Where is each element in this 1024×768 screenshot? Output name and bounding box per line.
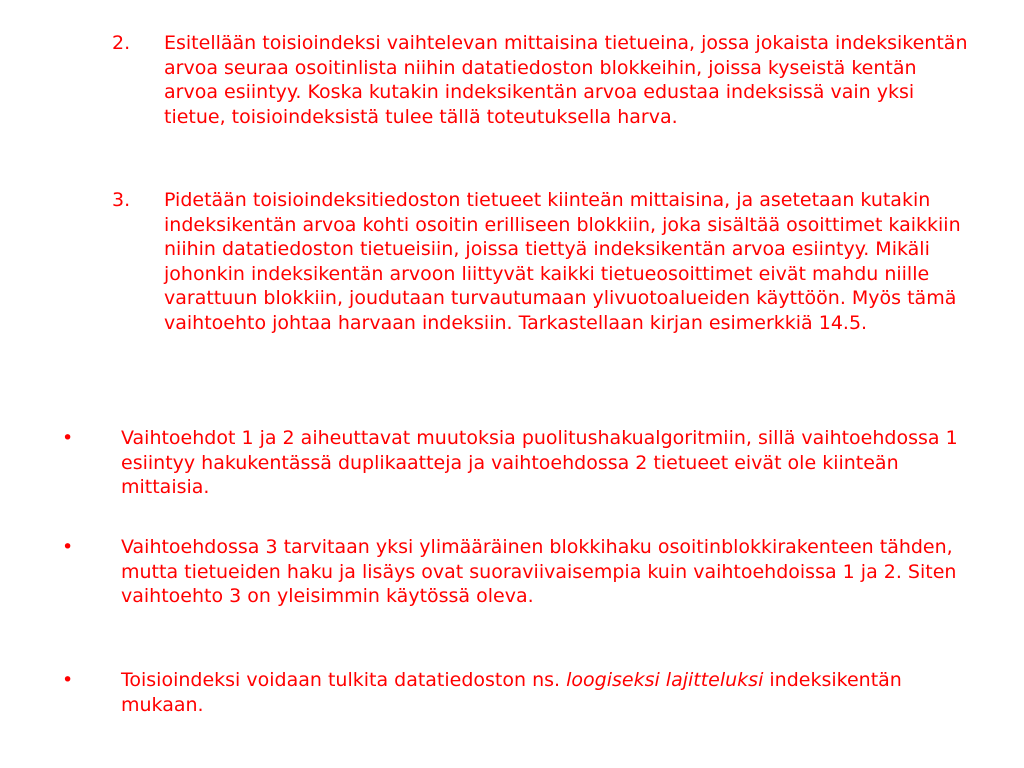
list-number: 3. [112,189,131,211]
numbered-item-3 [112,188,972,335]
bullet-icon: • [62,536,74,558]
bullet-icon: • [62,427,74,449]
bullet-text-start: Toisioindeksi voidaan tulkita datatiedoston ns. [121,669,567,691]
bullet-text: Vaihtoehdossa 3 tarvitaan yksi ylimääräinen blokkihaku osoitinblokkirakenteen tähden, mutta tietueiden haku ja lisäys ovat suoraviivaisempia kuin vaihtoehdoissa 1 ja 2. Siten vaihtoehto 3 on yleisimmin käytössä oleva. [121,536,957,607]
list-item-text: Pidetään toisioindeksitiedoston tietueet kiinteän mittaisina, ja asetetaan kutakin indeksikentän arvoa kohti osoitin erilliseen blokkiin, joka sisältää osoittimet kaikkiin niihin datatiedoston tietueisiin, joissa tiettyä indeksikentän arvoa esiintyy. Mikäli johonkin indeksikentän arvoon liittyvät kaikki tietueosoittimet eivät mahdu niille varattuun blokkiin, joudutaan turvautumaan ylivuotoalueiden käyttöön. Myös tämä vaihtoehto johtaa harvaan indeksiin. Tarkastellaan kirjan esimerkkiä 14.5. [164,189,961,334]
bullet-item-1 [58,426,958,500]
emphasized-term: loogiseksi lajitteluksi [566,669,764,691]
bullet-item-3 [58,668,958,717]
list-item-text: Esitellään toisioindeksi vaihtelevan mittaisina tietueina, jossa jokaista indeksikentän arvoa seuraa osoitinlista niihin datatiedoston blokkeihin, joissa kyseistä kentän arvoa esiintyy. Koska kutakin indeksikentän arvoa edustaa indeksissä vain yksi tietue, toisioindeksistä tulee tällä toteutuksella harva. [164,32,968,128]
bullet-icon: • [62,669,74,691]
list-number: 2. [112,32,131,54]
bullet-item-2 [58,535,958,609]
bullet-text: Vaihtoehdot 1 ja 2 aiheuttavat muutoksia puolitushakualgoritmiin, sillä vaihtoehdossa 1 esiintyy hakukentässä duplikaatteja ja vaihtoehdossa 2 tietueet eivät ole kiinteän mittaisia. [121,427,958,498]
numbered-item-2 [112,31,972,129]
bullet-text-end: indeksikentän mukaan. [121,669,902,716]
bullet-text [121,668,958,717]
